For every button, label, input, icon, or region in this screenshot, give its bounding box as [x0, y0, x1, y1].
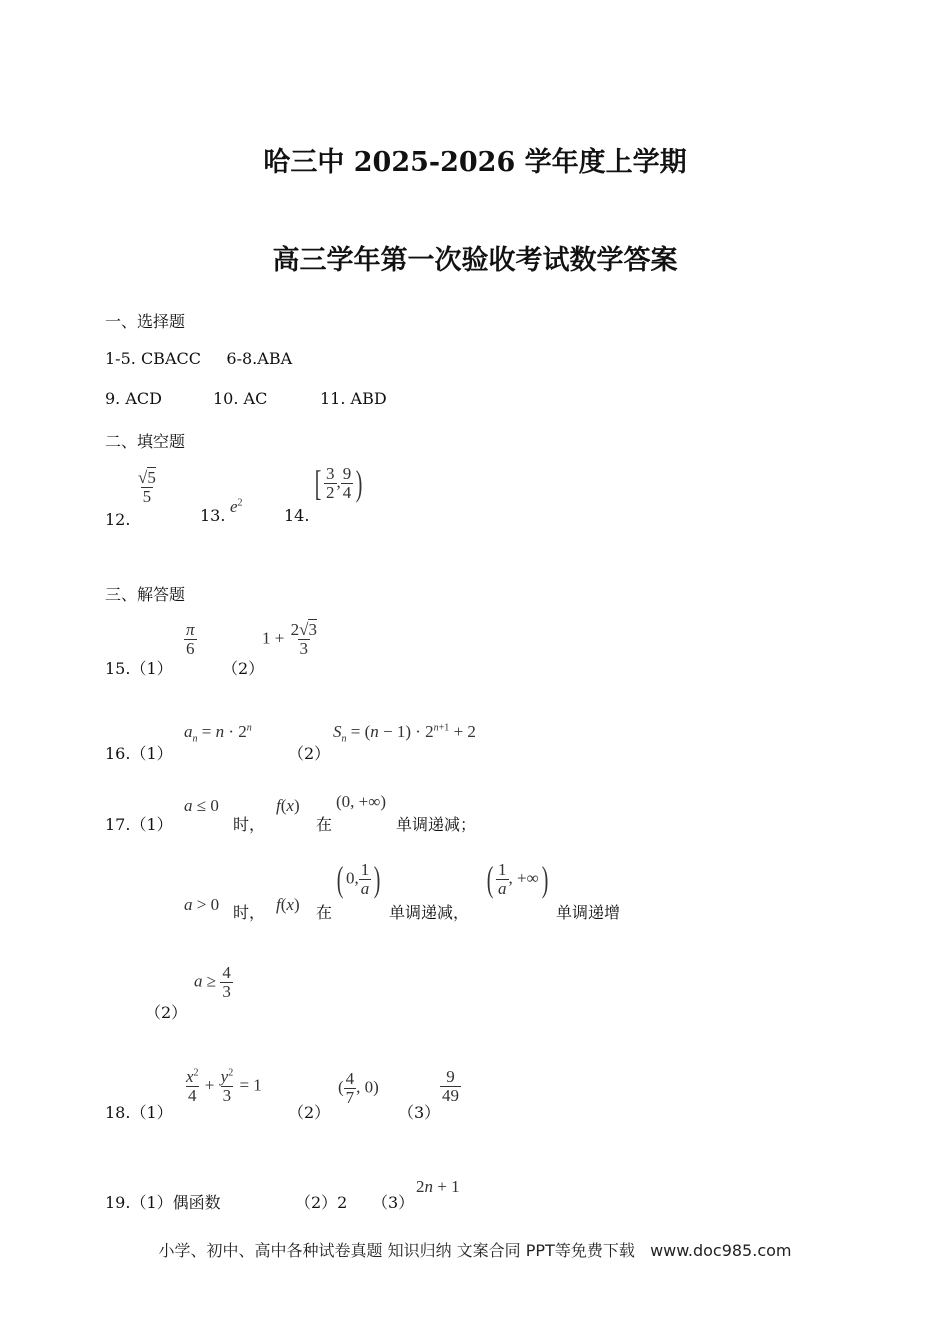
q17-label: 17.（1） [105, 815, 173, 834]
q19-label: 19.（1）偶函数 [105, 1193, 221, 1212]
q16-part2-label: （2） [288, 744, 331, 763]
q18-part2-label: （2） [288, 1103, 331, 1122]
q15-label: 15.（1） [105, 659, 173, 678]
footer-text: 小学、初中、高中各种试卷真题 知识归纳 文案合同 PPT等免费下载 www.doc985.com [158, 1241, 792, 1260]
mc-answer-10: 10. AC [213, 389, 268, 408]
section-multiple-choice: 一、选择题 [105, 312, 186, 331]
section-fill-blank: 二、填空题 [105, 432, 186, 451]
q17-decreasing-2: 单调递减， [389, 903, 470, 922]
q18-part3-label: （3） [398, 1103, 441, 1122]
q18-answer-1: $\frac{x^2}{4}$ + $\frac{y^2}{3}$ = 1 [186, 1067, 262, 1105]
q19-part3-label: （3） [372, 1193, 415, 1212]
q14-answer: [ $\frac{3}{2}$ , $\frac{9}{4}$ ) [314, 463, 363, 504]
q17-answer-2: a ≥ $\frac{4}{3}$ [194, 963, 231, 1001]
q17-part2-label: （2） [145, 1003, 188, 1022]
q17-increasing: 单调递增 [556, 903, 621, 922]
q16-answer-2: $S_n = (n - 1) \cdot 2^{n+1} + 2$ [333, 722, 476, 745]
q17-interval-2: ( 0, $\frac{1}{a}$ ) [336, 859, 381, 900]
q17-func-2: f(x) [276, 895, 300, 914]
q17-interval-3: ( $\frac{1}{a}$ , +∞) [486, 859, 549, 900]
q13-answer: $e^2$ [230, 497, 243, 516]
q17-when-2: 时， [233, 903, 266, 922]
q17-in-1: 在 [316, 815, 333, 834]
mc-answers-1-8: 1-5. CBACC 6-8.ABA [105, 349, 293, 368]
q14-label: 14. [284, 506, 310, 525]
section-solutions: 三、解答题 [105, 585, 186, 604]
q18-answer-2: ( $\frac{4}{7}$ , 0) [338, 1069, 379, 1107]
q16-label: 16.（1） [105, 744, 173, 763]
q16-answer-1: $a_n = n \cdot 2^n$ [184, 722, 252, 745]
page-subtitle: 高三学年第一次验收考试数学答案 [272, 245, 678, 276]
q17-func-1: f(x) [276, 796, 300, 815]
q17-in-2: 在 [316, 903, 333, 922]
q19-answer-3: 2n + 1 [416, 1177, 460, 1196]
q17-interval-1: (0, +∞) [336, 792, 387, 811]
mc-answer-11: 11. ABD [320, 389, 387, 408]
q12-label: 12. [105, 510, 131, 529]
page-title: 哈三中 2025-2026 学年度上学期 [263, 147, 687, 178]
mc-answer-9: 9. ACD [105, 389, 162, 408]
q17-when-1: 时， [233, 815, 266, 834]
q18-label: 18.（1） [105, 1103, 173, 1122]
q13-label: 13. [200, 506, 226, 525]
q15-part2-label: （2） [222, 659, 265, 678]
q17-cond-2: a > 0 [184, 895, 220, 914]
q19-part2: （2）2 [295, 1193, 348, 1212]
q18-answer-3: $\frac{9}{49}$ [442, 1067, 459, 1105]
q15-answer-1: $\frac{\pi}{6}$ [186, 620, 195, 658]
q15-answer-2: 1 + $\frac{2√3}{3}$ [262, 620, 317, 658]
q17-decreasing-1: 单调递减； [396, 815, 477, 834]
q17-cond-1: a ≤ 0 [184, 796, 219, 815]
q12-answer: $\frac{√5}{5}$ [138, 468, 156, 506]
